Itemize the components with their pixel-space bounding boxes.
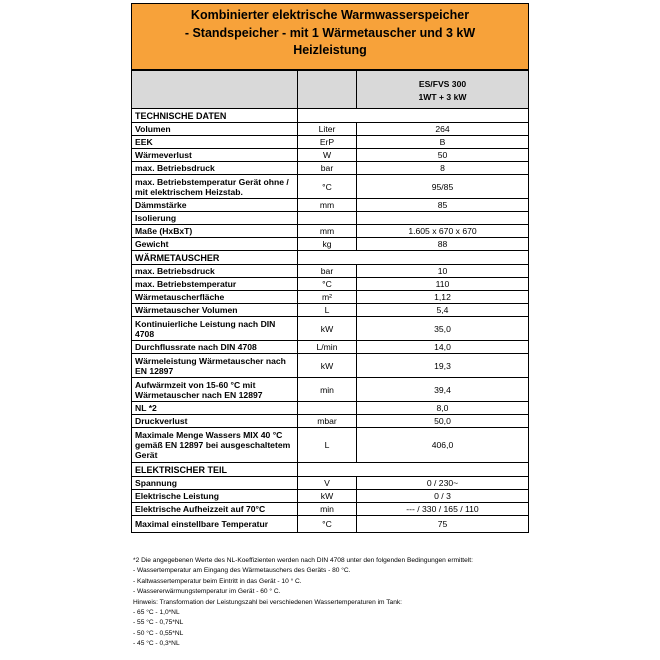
spec-unit: W [298, 149, 357, 162]
spec-value: 110 [357, 278, 529, 291]
spec-label: max. Betriebsdruck [132, 265, 298, 278]
spec-unit: kg [298, 238, 357, 251]
spec-unit: ErP [298, 136, 357, 149]
spec-label: Druckverlust [132, 415, 298, 428]
spec-value: 0 / 3 [357, 490, 529, 503]
spec-value: 8,0 [357, 402, 529, 415]
header-empty-label [132, 71, 298, 109]
spec-unit: L [298, 304, 357, 317]
footnote-line: *2 Die angegebenen Werte des NL-Koeffizienten werden nach DIN 4708 unter den folgenden Bedingungen ermittelt: [133, 557, 473, 564]
table-row [132, 477, 529, 490]
table-row [132, 402, 529, 415]
spec-label: max. Betriebsdruck [132, 162, 298, 175]
spec-unit: L [298, 428, 357, 463]
spec-value: 75 [357, 516, 529, 533]
section-heading-spacer [357, 251, 529, 265]
model-line-1: ES/FVS 300 [418, 78, 467, 89]
spec-value: 5,4 [357, 304, 529, 317]
spec-value: 0 / 230~ [357, 477, 529, 490]
table-row [132, 149, 529, 162]
table-row [132, 212, 529, 225]
footnote-line: Hinweis: Transformation der Leistungszahl bei verschiedenen Wassertemperaturen im Tank: [133, 598, 403, 606]
table-row [132, 354, 529, 378]
spec-label: Spannung [132, 477, 298, 490]
spec-value: B [357, 136, 529, 149]
spec-unit: m² [298, 291, 357, 304]
table-row [132, 503, 529, 516]
spec-label: Elektrische Aufheizzeit auf 70°C [132, 503, 298, 516]
spec-label: max. Betriebstemperatur [132, 278, 298, 291]
spec-value: 1.605 x 670 x 670 [357, 225, 529, 238]
footnote-line: - 45 °C - 0,3*NL [133, 640, 180, 648]
section-heading-spacer [357, 463, 529, 477]
spec-value: 19,3 [357, 354, 529, 378]
table-row [132, 378, 529, 402]
spec-unit: kW [298, 354, 357, 378]
table-row [132, 304, 529, 317]
spec-unit: kW [298, 490, 357, 503]
spec-label: EEK [132, 136, 298, 149]
spec-value: --- / 330 / 165 / 110 [357, 503, 529, 516]
spec-unit [298, 402, 357, 415]
spec-unit: mm [298, 199, 357, 212]
spec-label: Aufwärmzeit von 15-60 °C mit Wärmetauscher nach EN 12897 [132, 378, 298, 402]
section-heading-spacer [298, 463, 357, 477]
model-header-row [132, 71, 529, 109]
spec-value: 39,4 [357, 378, 529, 402]
table-row [132, 278, 529, 291]
spec-unit: °C [298, 175, 357, 199]
spec-unit: mbar [298, 415, 357, 428]
spec-value: 95/85 [357, 175, 529, 199]
spec-value: 14,0 [357, 341, 529, 354]
spec-label: Kontinuierliche Leistung nach DIN 4708 [132, 317, 298, 341]
spec-label: Volumen [132, 123, 298, 136]
spec-unit [298, 212, 357, 225]
table-row [132, 291, 529, 304]
spec-label: Maximale Menge Wassers MIX 40 °C gemäß EN 12897 bei ausgeschaltetem Gerät [132, 428, 298, 463]
spec-value: 8 [357, 162, 529, 175]
spec-value: 88 [357, 238, 529, 251]
spec-label: Dämmstärke [132, 199, 298, 212]
footnote-line: - Wassertemperatur am Eingang des Wärmetauschers des Geräts - 80 °C. [133, 567, 351, 575]
spec-label: Maße (HxBxT) [132, 225, 298, 238]
table-row [132, 225, 529, 238]
spec-unit: mm [298, 225, 357, 238]
spec-unit: V [298, 477, 357, 490]
spec-value: 10 [357, 265, 529, 278]
spec-unit: min [298, 378, 357, 402]
spec-label: Wärmetauscher Volumen [132, 304, 298, 317]
spec-value: 50,0 [357, 415, 529, 428]
title-line-2: - Standspeicher - mit 1 Wärmetauscher und 3 kW [184, 25, 476, 40]
spec-unit: bar [298, 265, 357, 278]
spec-label: max. Betriebstemperatur Gerät ohne / mit elektrischem Heizstab. [132, 175, 298, 199]
spec-table [131, 70, 529, 533]
spec-value: 1,12 [357, 291, 529, 304]
section-heading: ELEKTRISCHER TEIL [132, 463, 298, 477]
spec-label: Wärmetauscherfläche [132, 291, 298, 304]
section-heading-spacer [298, 109, 357, 123]
title-line-1: Kombinierter elektrische Warmwasserspeicher [190, 8, 470, 22]
table-row [132, 265, 529, 278]
spec-unit: min [298, 503, 357, 516]
section-heading-spacer [357, 109, 529, 123]
spec-value: 50 [357, 149, 529, 162]
spec-value: 264 [357, 123, 529, 136]
section-heading-row [132, 251, 529, 265]
spec-label: Durchflussrate nach DIN 4708 [132, 341, 298, 354]
model-line-2: 1WT + 3 kW [418, 91, 467, 102]
model-name [357, 71, 529, 109]
spec-label: NL *2 [132, 402, 298, 415]
section-heading: WÄRMETAUSCHER [132, 251, 298, 265]
table-row [132, 428, 529, 463]
spec-value: 406,0 [357, 428, 529, 463]
spec-unit: bar [298, 162, 357, 175]
table-row [132, 199, 529, 212]
spec-value [357, 212, 529, 225]
table-row [132, 317, 529, 341]
table-row [132, 238, 529, 251]
footnote-line: - Kaltwassertemperatur beim Eintritt in das Gerät - 10 ° C. [133, 577, 302, 585]
table-row [132, 123, 529, 136]
spec-label: Gewicht [132, 238, 298, 251]
document-title [131, 3, 529, 70]
table-row [132, 136, 529, 149]
spec-unit: Liter [298, 123, 357, 136]
footnote-line: - 65 °C - 1,0*NL [133, 609, 180, 617]
section-heading-spacer [298, 251, 357, 265]
table-row [132, 516, 529, 533]
spec-unit: °C [298, 516, 357, 533]
section-heading-row [132, 109, 529, 123]
footnote-line: - 55 °C - 0,75*NL [133, 619, 184, 627]
spec-unit: L/min [298, 341, 357, 354]
spec-label: Maximal einstellbare Temperatur [132, 516, 298, 533]
spec-label: Elektrische Leistung [132, 490, 298, 503]
spec-label: Wärmeleistung Wärmetauscher nach EN 12897 [132, 354, 298, 378]
spec-value: 85 [357, 199, 529, 212]
section-heading: TECHNISCHE DATEN [132, 109, 298, 123]
footnotes [133, 556, 553, 650]
spec-unit: kW [298, 317, 357, 341]
title-line-3: Heizleistung [293, 43, 367, 57]
table-row [132, 175, 529, 199]
footnote-line: - 50 °C - 0,55*NL [133, 629, 184, 637]
table-row [132, 490, 529, 503]
table-row [132, 415, 529, 428]
footnote-line: - Wassererwärmungstemperatur im Gerät - 60 ° C. [133, 588, 281, 596]
header-empty-unit [298, 71, 357, 109]
spec-label: Wärmeverlust [132, 149, 298, 162]
section-heading-row [132, 463, 529, 477]
spec-value: 35,0 [357, 317, 529, 341]
datasheet [131, 3, 529, 533]
table-row [132, 162, 529, 175]
spec-label: Isolierung [132, 212, 298, 225]
table-row [132, 341, 529, 354]
spec-unit: °C [298, 278, 357, 291]
